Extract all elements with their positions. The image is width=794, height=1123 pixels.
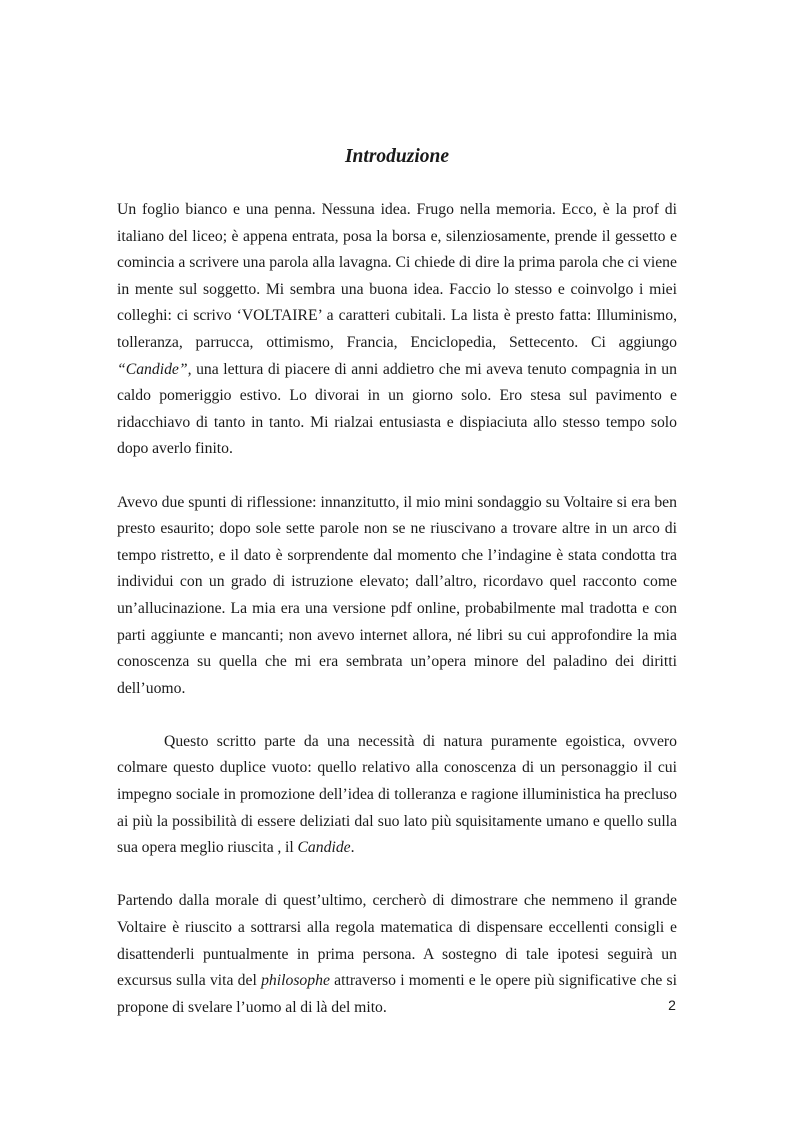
italic-term-philosophe: philosophe (261, 972, 330, 990)
paragraph-text: . (350, 839, 355, 857)
paragraph-4 (117, 888, 677, 1021)
paragraph-2 (117, 490, 677, 703)
paragraph-text: Partendo dalla morale di quest’ultimo, cercherò di dimostrare che nemmeno il grande Voltaire è riuscito a sottrarsi alla regola matematica di dispensare eccellenti consigli e disattenderli puntualmente in prima persona. A sostegno di tale ipotesi seguirà un excursus sulla vita del (117, 892, 677, 990)
book-title-candide: Candide (297, 839, 351, 857)
paragraph-text: attraverso i momenti e le opere più significative che si propone di svelare l’uomo al di là del mito. (117, 972, 677, 1016)
page-number: 2 (668, 997, 676, 1013)
book-title-candide: “Candide”, (117, 360, 192, 378)
page-title: Introduzione (344, 146, 450, 167)
paragraph-text: Avevo due spunti di riflessione: innanzitutto, il mio mini sondaggio su Voltaire si era ben presto esaurito; dopo sole sette parole non se ne riuscivano a trovare altre in un arco di tempo ristretto, e il dato è sorprendente dal momento che l’indagine è stata condotta tra individui con un grado di istruzione elevato; dall’altro, ricordavo quel racconto come un’allucinazione. La mia era una versione pdf online, probabilmente mal tradotta e con parti aggiunte e mancanti; non avevo internet allora, né libri su cui approfondire la mia conoscenza su quella che mi era sembrata un’opera minore del paladino dei diritti dell’uomo. (117, 493, 677, 697)
body-text (117, 197, 677, 1021)
paragraph-text: Questo scritto parte da una necessità di natura puramente egoistica, ovvero colmare questo duplice vuoto: quello relativo alla conoscenza di un personaggio il cui impegno sociale in promozione dell’idea di tolleranza e ragione illuministica ha precluso ai più la possibilità di essere deliziati dal suo lato più squisitamente umano e quello sulla sua opera meglio riuscita , il (117, 732, 677, 857)
paragraph-3 (117, 729, 677, 862)
paragraph-text: una lettura di piacere di anni addietro che mi aveva tenuto compagnia in un caldo pomeriggio estivo. Lo divorai in un giorno solo. Ero stesa sul pavimento e ridacchiavo di tanto in tanto. Mi rialzai entusiasta e dispiaciuta allo stesso tempo solo dopo averlo finito. (117, 360, 677, 458)
paragraph-1 (117, 197, 677, 463)
paragraph-text: Un foglio bianco e una penna. Nessuna idea. Frugo nella memoria. Ecco, è la prof di italiano del liceo; è appena entrata, posa la borsa e, silenziosamente, prende il gessetto e comincia a scrivere una parola alla lavagna. Ci chiede di dire la prima parola che ci viene in mente sul soggetto. Mi sembra una buona idea. Faccio lo stesso e coinvolgo i miei colleghi: ci scrivo ‘VOLTAIRE’ a caratteri cubitali. La lista è presto fatta: Illuminismo, tolleranza, parrucca, ottimismo, Francia, Enciclopedia, Settecento. Ci aggiungo (117, 201, 677, 351)
